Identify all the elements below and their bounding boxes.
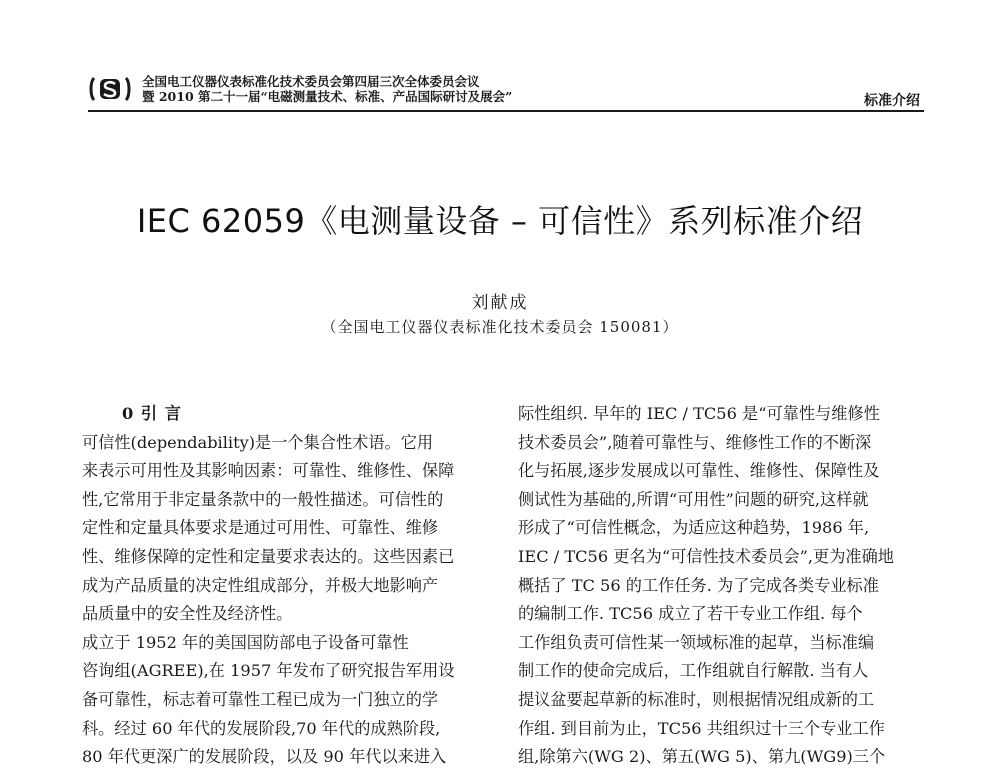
body-line: 成立于 1952 年的美国国防部电子设备可靠性 [82,632,409,652]
body-line: 品质量中的安全性及经济性。 [82,604,293,624]
body-line: 制工作的使命完成后，工作组就自行解散. 当有人 [518,661,869,681]
body-line: 科。经过 60 年代的发展阶段,70 年代的成熟阶段, [82,718,441,738]
body-line: 的编制工作. TC56 成立了若干专业工作组. 每个 [518,604,863,624]
left-column [82,400,492,772]
body-line: 来表示可用性及其影响因素：可靠性、维修性、保障 [82,461,455,481]
body-line: 技术委员会”,随着可靠性与、维修性工作的不断深 [518,432,872,452]
right-column [518,400,928,772]
body-line: 咨询组(AGREE),在 1957 年发布了研究报告军用设 [82,661,455,681]
conference-title [142,74,512,104]
header-divider [88,110,924,112]
body-line: IEC / TC56 更名为“可信性技术委员会”,更为准确地 [518,546,894,566]
body-line: 性、维修保障的定性和定量要求表达的。这些因素已 [82,546,455,566]
section-heading-introduction: 0 引 言 [122,404,182,423]
conference-line-2: 暨 2010 第二十一届“电磁测量技术、标准、产品国际研讨及展会” [142,89,513,104]
body-line: 概括了 TC 56 的工作任务. 为了完成各类专业标准 [518,575,879,595]
body-line: 侧试性为基础的,所谓“可用性”问题的研究,这样就 [518,489,869,509]
body-line: 提议盆要起草新的标准时，则根据情况组成新的工 [518,689,875,709]
body-line: 备可靠性，标志着可靠性工程已成为一门独立的学 [82,689,439,709]
body-line: 形成了“可信性概念，为适应这种趋势，1986 年, [518,518,870,538]
body-line: 80 年代更深广的发展阶段，以及 90 年代以来进入 [82,747,447,767]
body-line: 工作组负责可信性某一领域标准的起草，当标准编 [518,632,875,652]
body-line: 性,它常用于非定量条款中的一般性描述。可信性的 [82,489,444,509]
body-line: 际性组织. 早年的 IEC / TC56 是“可靠性与维修性 [518,404,880,423]
body-line: 作组. 到目前为止，TC56 共组织过十三个专业工作 [518,718,885,738]
section-label: 标准介绍 [864,93,920,109]
author-name: 刘献成 [471,293,529,313]
body-line: 定性和定量具体要求是通过可用性、可靠性、维修 [82,518,439,538]
body-line: 化与拓展,逐步发展成以可靠性、维修性、保障性及 [518,461,880,481]
body-line: 成为产品质量的决定性组成部分，并极大地影响产 [82,575,439,595]
conference-logo-icon [88,74,132,104]
running-header [88,70,924,112]
conference-line-1: 全国电工仪器仪表标准化技术委员会第四届三次全体委员会议 [142,74,480,89]
body-line: 组,除第六(WG 2)、第五(WG 5)、第九(WG9)三个 [518,747,886,767]
paper-title: IEC 62059《电测量设备 – 可信性》系列标准介绍 [136,202,864,240]
body-line: 可信性(dependability)是一个集合性术语。它用 [82,432,434,452]
author-affiliation: （全国电工仪器仪表标准化技术委员会 150081） [321,318,679,336]
